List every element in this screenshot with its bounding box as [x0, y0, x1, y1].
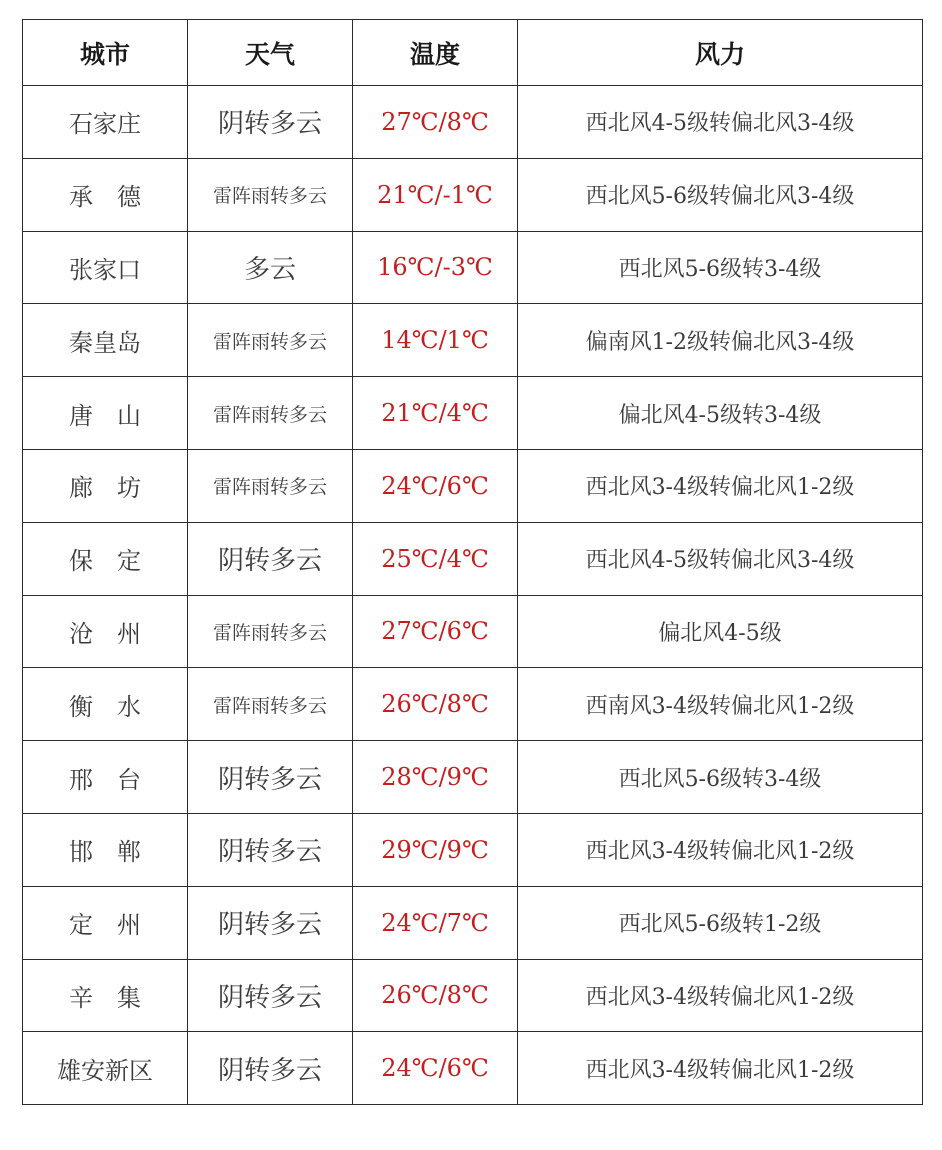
- city-cell: 石家庄: [23, 86, 188, 159]
- temperature-cell: 24℃/6℃: [353, 1032, 518, 1105]
- table-row: [23, 595, 923, 668]
- temperature-cell: 16℃/-3℃: [353, 231, 518, 304]
- city-cell: 辛 集: [23, 959, 188, 1032]
- wind-cell: 偏北风4-5级转3-4级: [518, 377, 923, 450]
- table-row: [23, 886, 923, 959]
- temperature-cell: 21℃/4℃: [353, 377, 518, 450]
- wind-cell: 西北风3-4级转偏北风1-2级: [518, 449, 923, 522]
- wind-cell: 西北风4-5级转偏北风3-4级: [518, 522, 923, 595]
- table-row: [23, 158, 923, 231]
- temperature-cell: 26℃/8℃: [353, 959, 518, 1032]
- city-cell: 雄安新区: [23, 1032, 188, 1105]
- table-row: [23, 304, 923, 377]
- temperature-cell: 28℃/9℃: [353, 741, 518, 814]
- table-row: [23, 377, 923, 450]
- wind-cell: 西南风3-4级转偏北风1-2级: [518, 668, 923, 741]
- weather-forecast-table: [22, 19, 923, 1105]
- wind-cell: 西北风3-4级转偏北风1-2级: [518, 813, 923, 886]
- wind-cell: 偏南风1-2级转偏北风3-4级: [518, 304, 923, 377]
- weather-cell: 阴转多云: [188, 886, 353, 959]
- city-cell: 定 州: [23, 886, 188, 959]
- weather-cell: 阴转多云: [188, 959, 353, 1032]
- weather-cell: 阴转多云: [188, 86, 353, 159]
- city-cell: 保 定: [23, 522, 188, 595]
- weather-cell: 雷阵雨转多云: [188, 668, 353, 741]
- city-cell: 邢 台: [23, 741, 188, 814]
- weather-cell: 雷阵雨转多云: [188, 304, 353, 377]
- weather-cell: 阴转多云: [188, 1032, 353, 1105]
- wind-cell: 西北风5-6级转3-4级: [518, 741, 923, 814]
- wind-cell: 西北风5-6级转1-2级: [518, 886, 923, 959]
- header-city: 城市: [23, 20, 188, 86]
- city-cell: 秦皇岛: [23, 304, 188, 377]
- city-cell: 张家口: [23, 231, 188, 304]
- wind-cell: 偏北风4-5级: [518, 595, 923, 668]
- table-row: [23, 86, 923, 159]
- wind-cell: 西北风5-6级转偏北风3-4级: [518, 158, 923, 231]
- table-row: [23, 449, 923, 522]
- table-row: [23, 522, 923, 595]
- city-cell: 邯 郸: [23, 813, 188, 886]
- city-cell: 唐 山: [23, 377, 188, 450]
- temperature-cell: 29℃/9℃: [353, 813, 518, 886]
- temperature-cell: 24℃/6℃: [353, 449, 518, 522]
- weather-cell: 多云: [188, 231, 353, 304]
- wind-cell: 西北风3-4级转偏北风1-2级: [518, 1032, 923, 1105]
- weather-cell: 雷阵雨转多云: [188, 158, 353, 231]
- temperature-cell: 14℃/1℃: [353, 304, 518, 377]
- table-header-row: [23, 20, 923, 86]
- table-row: [23, 231, 923, 304]
- weather-cell: 雷阵雨转多云: [188, 377, 353, 450]
- temperature-cell: 25℃/4℃: [353, 522, 518, 595]
- weather-cell: 雷阵雨转多云: [188, 595, 353, 668]
- table-row: [23, 1032, 923, 1105]
- wind-cell: 西北风3-4级转偏北风1-2级: [518, 959, 923, 1032]
- weather-cell: 阴转多云: [188, 522, 353, 595]
- header-temperature: 温度: [353, 20, 518, 86]
- temperature-cell: 27℃/8℃: [353, 86, 518, 159]
- header-weather: 天气: [188, 20, 353, 86]
- weather-cell: 阴转多云: [188, 741, 353, 814]
- table-row: [23, 741, 923, 814]
- header-wind: 风力: [518, 20, 923, 86]
- city-cell: 廊 坊: [23, 449, 188, 522]
- table-row: [23, 959, 923, 1032]
- weather-cell: 阴转多云: [188, 813, 353, 886]
- temperature-cell: 27℃/6℃: [353, 595, 518, 668]
- temperature-cell: 26℃/8℃: [353, 668, 518, 741]
- table-row: [23, 813, 923, 886]
- temperature-cell: 21℃/-1℃: [353, 158, 518, 231]
- table-row: [23, 668, 923, 741]
- wind-cell: 西北风5-6级转3-4级: [518, 231, 923, 304]
- city-cell: 衡 水: [23, 668, 188, 741]
- temperature-cell: 24℃/7℃: [353, 886, 518, 959]
- wind-cell: 西北风4-5级转偏北风3-4级: [518, 86, 923, 159]
- weather-cell: 雷阵雨转多云: [188, 449, 353, 522]
- city-cell: 承 德: [23, 158, 188, 231]
- city-cell: 沧 州: [23, 595, 188, 668]
